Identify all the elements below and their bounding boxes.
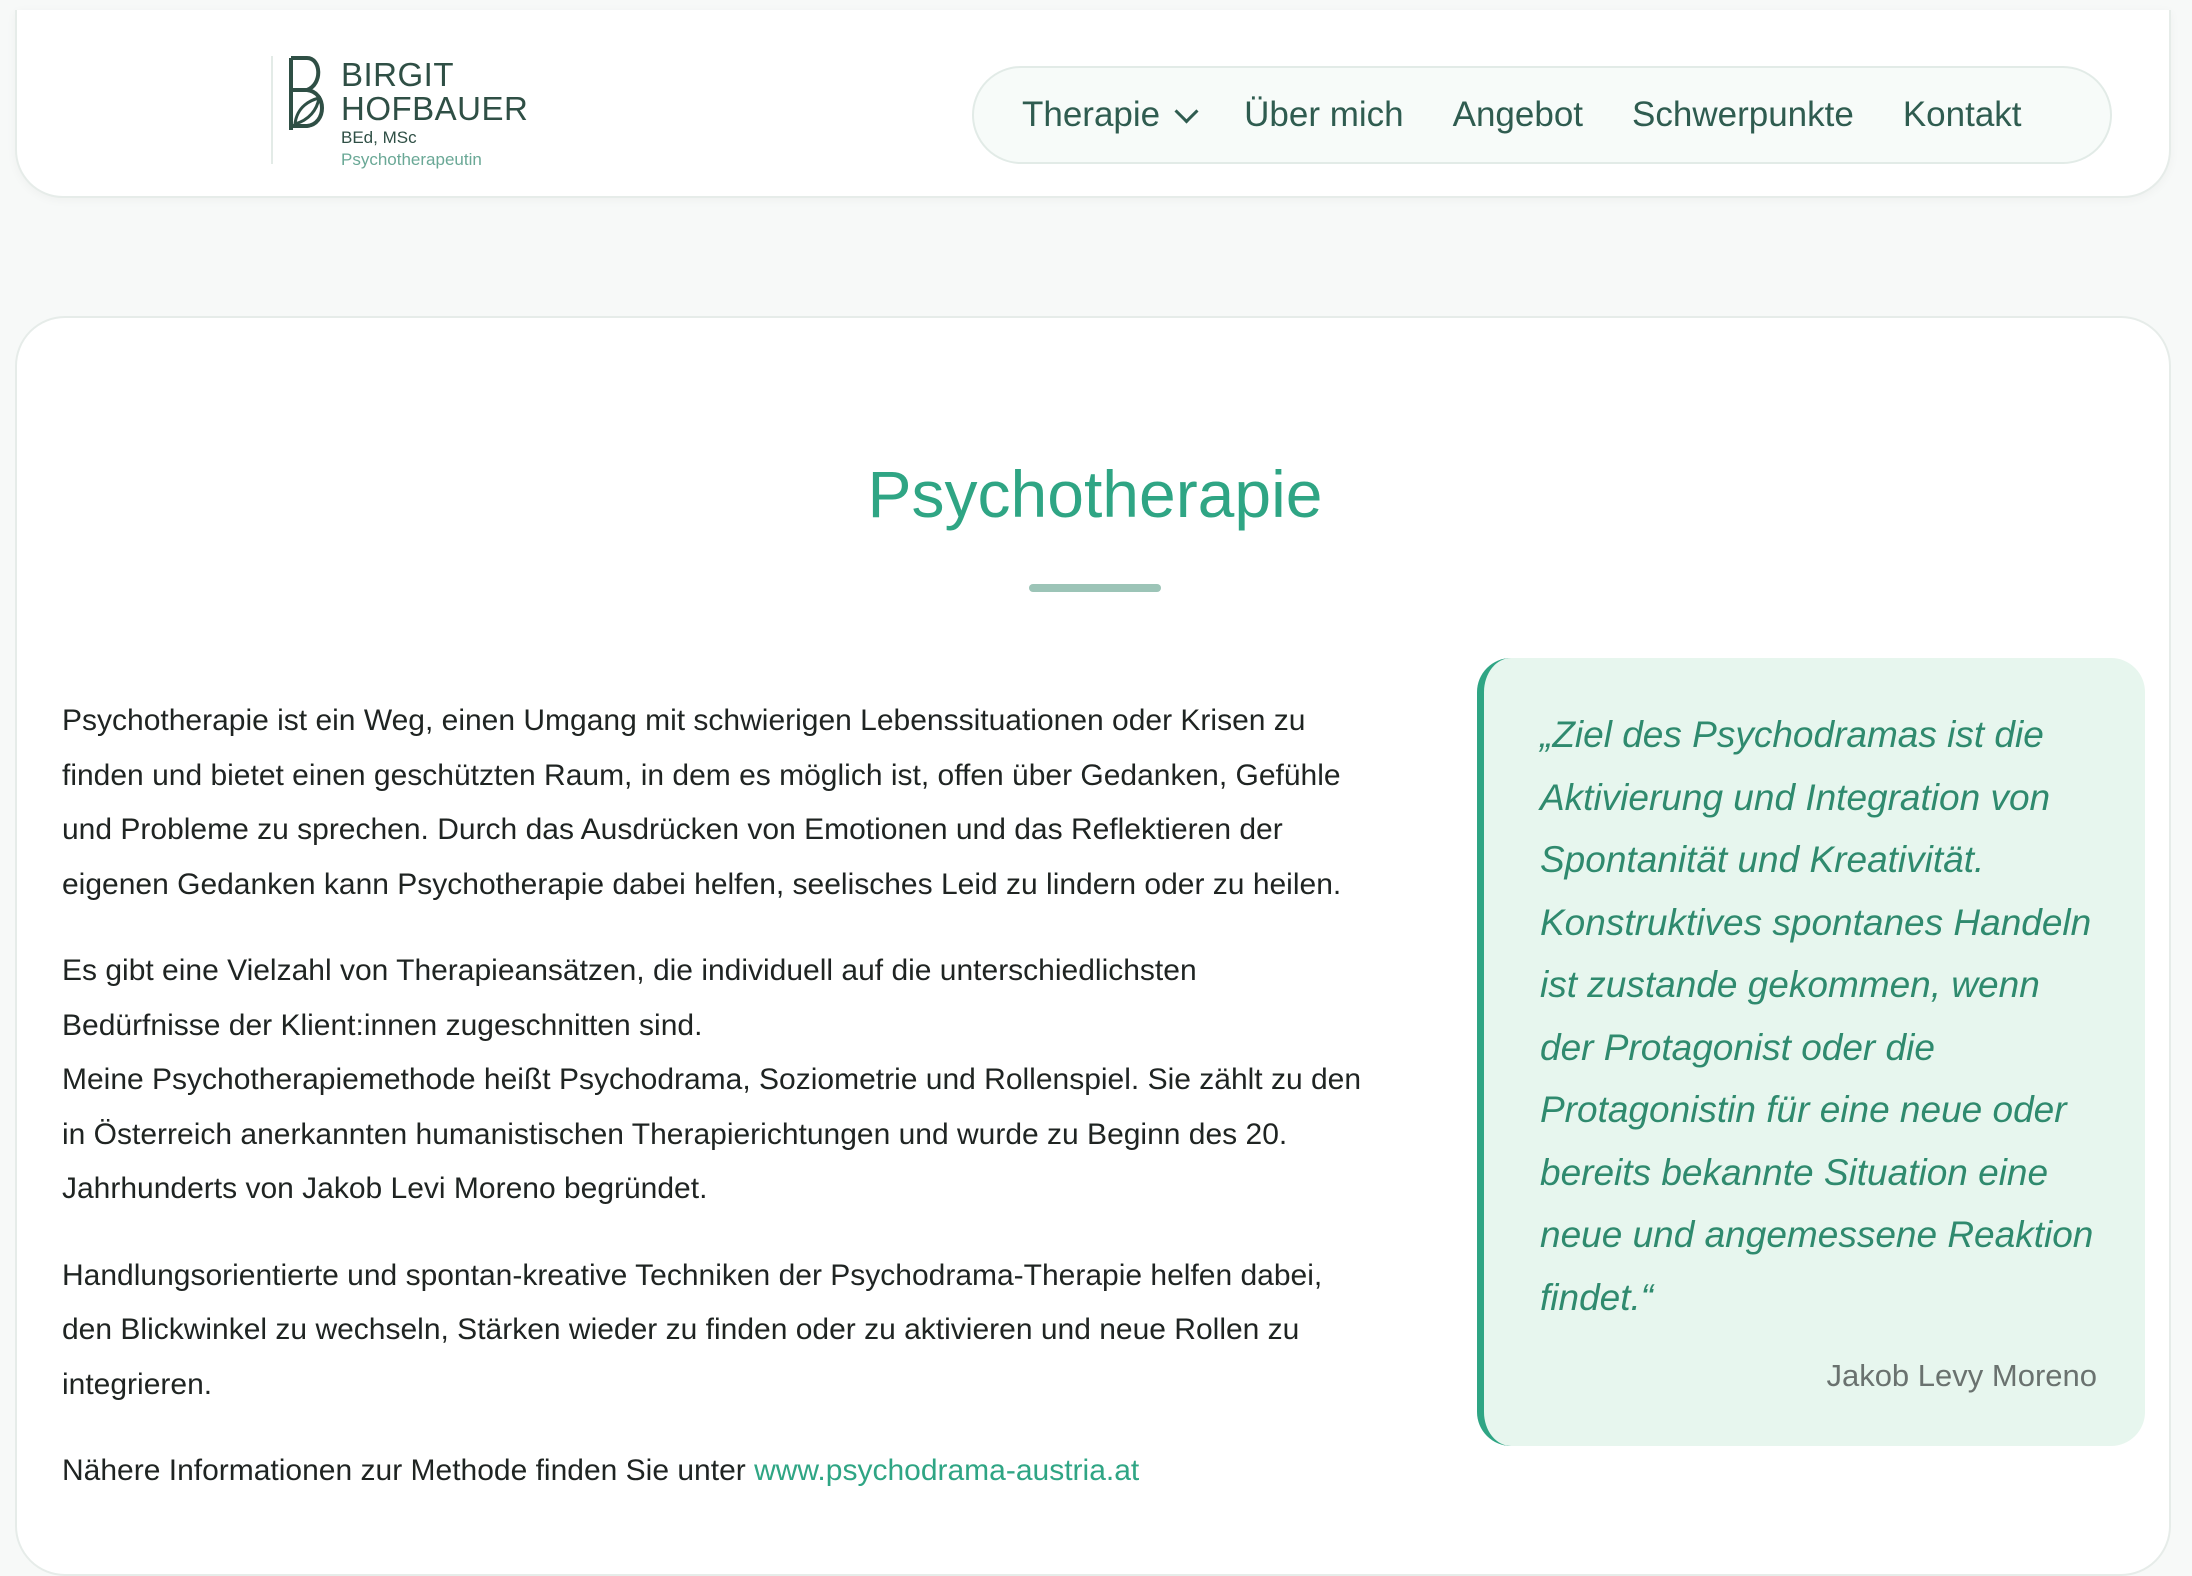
logo-degree: BEd, MSc (341, 128, 417, 147)
quote-box (1477, 658, 2145, 1446)
chevron-down-icon[interactable] (1175, 99, 1199, 123)
logo-divider (271, 56, 273, 164)
paragraph-approaches: Es gibt eine Vielzahl von Therapieansätzen, die individuell auf die unterschiedlichsten Bedürfnisse der Klient:innen zugeschnitten sind. (62, 954, 1197, 1042)
quote-author: Jakob Levy Moreno (1826, 1358, 2097, 1393)
more-info-text: Nähere Informationen zur Methode finden Sie unter (62, 1454, 755, 1487)
nav-item-label: Schwerpunkte (1632, 95, 1854, 134)
leaf-b-monogram-icon (285, 54, 331, 134)
paragraph-method: Meine Psychotherapiemethode heißt Psychodrama, Soziometrie und Rollenspiel. Sie zählt zu den in Österreich anerkannten humanistischen Therapierichtungen und wurde zu Beginn des 20. Jahrhunderts von Jakob Levi Moreno begründet. (62, 1063, 1362, 1205)
paragraph-techniques: Handlungsorientierte und spontan-kreative Techniken der Psychodrama-Therapie helfen dabei, den Blickwinkel zu wechseln, Stärken wieder zu finden oder zu aktivieren und neue Rollen zu integrieren. (62, 1258, 1323, 1401)
title-divider (1029, 584, 1161, 592)
nav-item-therapie[interactable] (1022, 95, 1195, 135)
paragraph-more-info (62, 1444, 1362, 1499)
paragraph-intro: Psychotherapie ist ein Weg, einen Umgang mit schwierigen Lebenssituationen oder Krisen zu finden und bietet einen geschützten Raum, in dem es möglich ist, offen über Gedanken, Gefühle und Probleme zu sprechen. Durch das Ausdrücken von Emotionen und das Reflektieren der eigenen Gedanken kann Psychotherapie dabei helfen, seelisches Leid zu lindern oder zu heilen. (62, 704, 1342, 901)
page-title: Psychotherapie (867, 457, 1323, 531)
main-navigation (972, 66, 2112, 164)
nav-item-label: Über mich (1244, 95, 1404, 134)
site-header (15, 10, 2171, 198)
site-logo[interactable] (271, 48, 571, 178)
main-content-card (15, 316, 2171, 1576)
psychodrama-austria-link[interactable]: www.psychodrama-austria.at (754, 1454, 1140, 1487)
nav-item-label: Angebot (1452, 95, 1584, 134)
nav-item-schwerpunkte[interactable] (1632, 95, 1854, 135)
nav-item-ueber-mich[interactable] (1244, 95, 1403, 135)
quote-text: „Ziel des Psychodramas ist die Aktivierung und Integration von Spontanität und Kreativität. Konstruktives spontanes Handeln ist zustande gekommen, wenn der Protagonist oder die Protagonistin für eine neue oder bereits bekannte Situation eine neue und angemessene Reaktion findet.“ (1540, 714, 2094, 1318)
nav-item-label: Kontakt (1902, 95, 2022, 134)
logo-profession: Psychotherapeutin (341, 150, 482, 169)
logo-first-name: BIRGIT (341, 56, 455, 93)
nav-item-label: Therapie (1022, 95, 1161, 134)
nav-item-angebot[interactable] (1453, 95, 1583, 135)
nav-item-kontakt[interactable] (1903, 95, 2022, 135)
logo-last-name: HOFBAUER (341, 90, 529, 127)
body-text (62, 694, 1362, 1531)
